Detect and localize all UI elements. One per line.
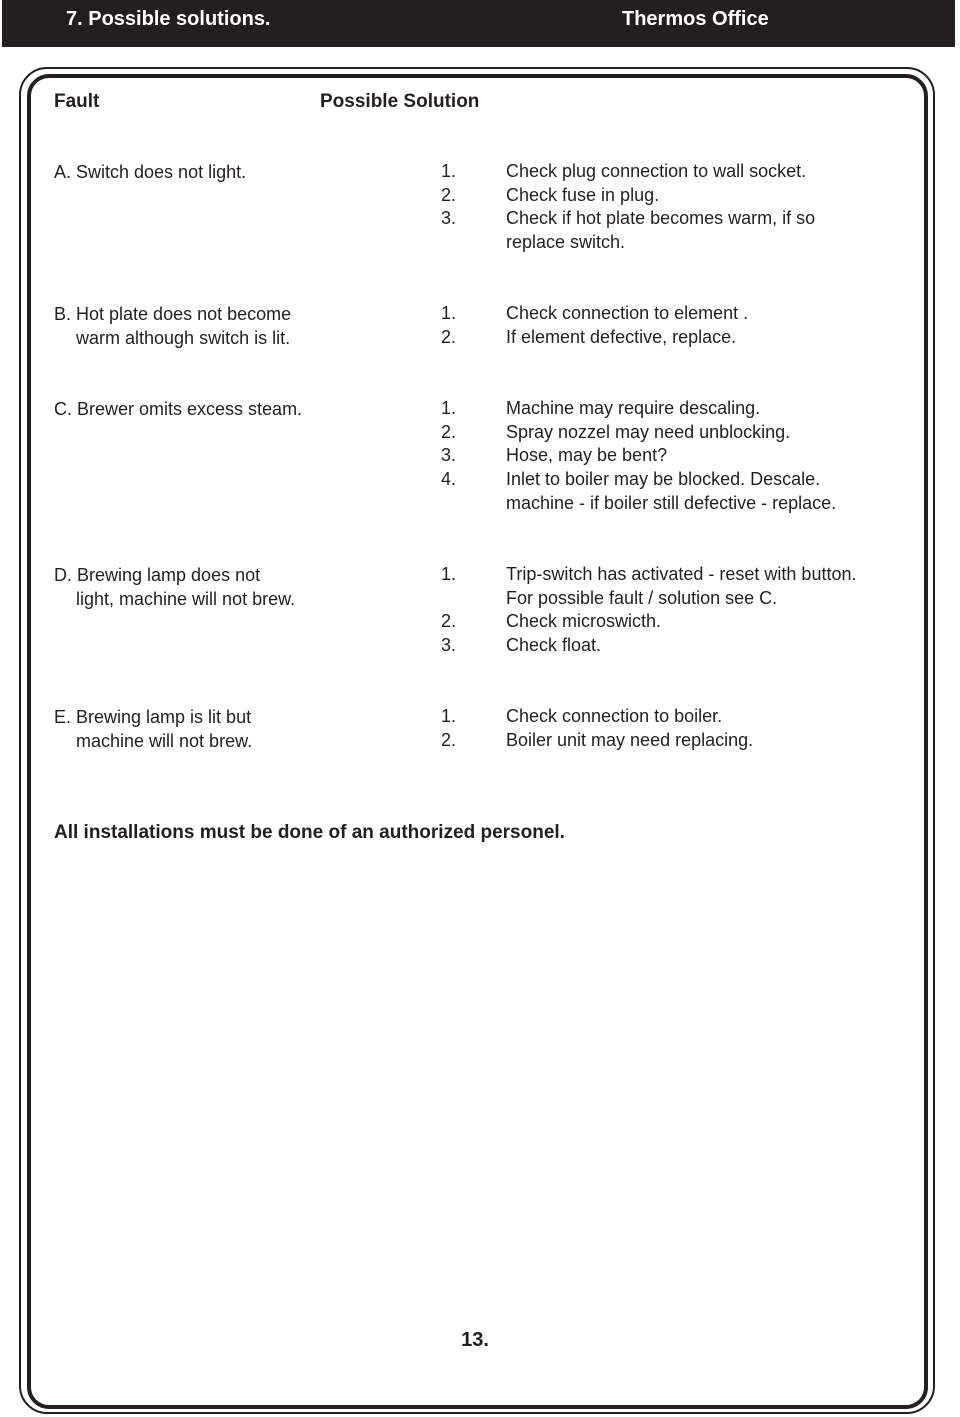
fault-e-solutions [441, 705, 911, 752]
step-text: Machine may require descaling. [506, 398, 761, 418]
solution-step [441, 160, 911, 184]
step-text: replace switch. [506, 232, 626, 253]
fault-c [54, 397, 414, 421]
step-text: Hose, may be bent? [506, 445, 668, 466]
step-number: 1. [441, 303, 457, 323]
product-name: Thermos Office [622, 8, 769, 30]
solution-step [441, 184, 911, 208]
step-text: If element defective, replace. [506, 326, 737, 347]
fault-e-line-2: machine will not brew. [76, 731, 253, 751]
solution-step [441, 468, 911, 515]
step-number: 1. [441, 706, 457, 726]
solution-step [441, 397, 911, 421]
step-text: Spray nozzel may need unblocking. [506, 421, 791, 442]
step-number: 1. [441, 161, 457, 181]
solution-step [441, 444, 911, 468]
solution-step [441, 729, 911, 753]
page-number: 13. [461, 1329, 489, 1351]
fault-b [54, 302, 414, 350]
fault-d-solutions [441, 563, 911, 658]
step-number: 1. [441, 398, 457, 418]
fault-e-line-1: E. Brewing lamp is lit but [54, 707, 252, 727]
step-number: 3. [441, 208, 457, 229]
step-text: Check if hot plate becomes warm, if so [506, 208, 816, 229]
step-text: Inlet to boiler may be blocked. Descale. [506, 469, 821, 490]
fault-a [54, 160, 414, 184]
installation-note: All installations must be done of an authorized personel. [54, 822, 565, 843]
step-number: 3. [441, 635, 457, 656]
step-text: For possible fault / solution see C. [506, 587, 778, 608]
fault-e [54, 705, 414, 753]
section-title: 7. Possible solutions. [66, 8, 271, 30]
solution-step [441, 563, 911, 610]
step-text: Check microswicth. [506, 611, 662, 632]
step-text: Trip-switch has activated - reset with button. [506, 564, 857, 584]
solution-column-heading: Possible Solution [320, 91, 480, 112]
step-number: 1. [441, 564, 457, 584]
step-number: 2. [441, 611, 457, 632]
fault-b-line-2: warm although switch is lit. [76, 328, 291, 348]
fault-d-line-2: light, machine will not brew. [76, 589, 296, 609]
fault-a-line-1: A. Switch does not light. [54, 162, 247, 182]
solution-step [441, 421, 911, 445]
solution-step [441, 207, 911, 254]
solution-step [441, 326, 911, 350]
step-text: Check connection to boiler. [506, 706, 723, 726]
step-number: 2. [441, 184, 457, 205]
fault-d [54, 563, 414, 611]
step-number: 2. [441, 326, 457, 347]
step-text: Check float. [506, 635, 602, 656]
step-number: 3. [441, 445, 457, 466]
step-text: Check connection to element . [506, 303, 749, 323]
fault-c-solutions [441, 397, 911, 516]
step-text: machine - if boiler still defective - replace. [506, 492, 837, 513]
fault-d-line-1: D. Brewing lamp does not [54, 565, 261, 585]
header-bar [2, 0, 955, 47]
solution-step [441, 634, 911, 658]
solution-step [441, 705, 911, 729]
fault-c-line-1: C. Brewer omits excess steam. [54, 399, 303, 419]
step-number: 2. [441, 729, 457, 750]
step-text: Boiler unit may need replacing. [506, 729, 754, 750]
fault-b-line-1: B. Hot plate does not become [54, 304, 292, 324]
solution-step [441, 610, 911, 634]
step-text: Check plug connection to wall socket. [506, 161, 807, 181]
fault-a-solutions [441, 160, 911, 255]
fault-b-solutions [441, 302, 911, 349]
step-text: Check fuse in plug. [506, 184, 660, 205]
solution-step [441, 302, 911, 326]
step-number: 4. [441, 469, 457, 490]
fault-column-heading: Fault [54, 91, 100, 112]
step-number: 2. [441, 421, 457, 442]
